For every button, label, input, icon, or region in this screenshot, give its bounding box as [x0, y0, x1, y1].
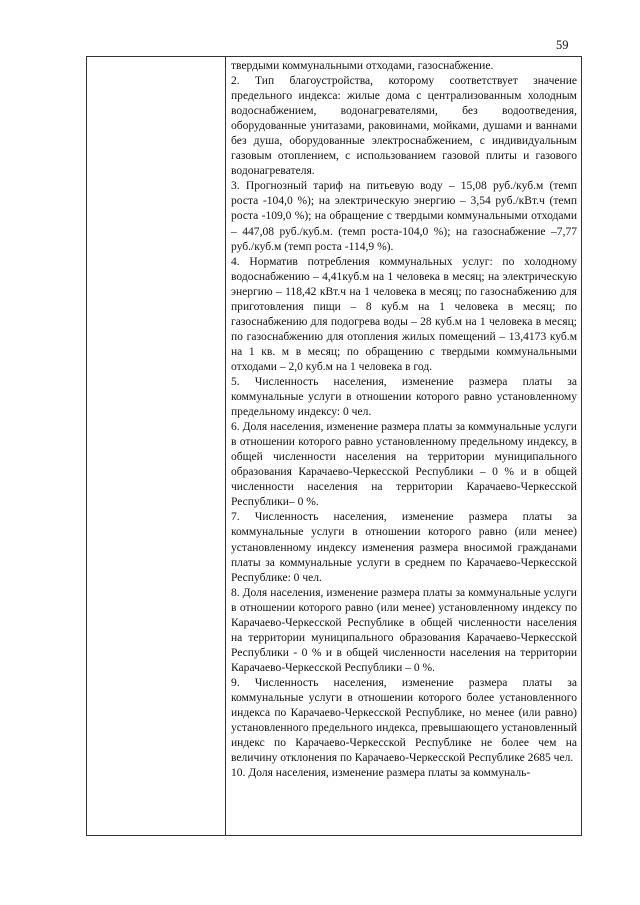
- paragraph-continuation: твердыми коммунальными отходами, газоснабжение.: [231, 60, 494, 72]
- paragraph-6-population-share: 6. Доля населения, изменение размера платы за коммунальные услуги в отношении которого равно установленному предельному индексу, в общей численности населения на территории муниципального образования Карачаево-Черкесской Республики – 0 % и в общей численности населения на территории Карачаево-Черкесской Республики– 0 %.: [231, 421, 577, 509]
- paragraph-10-population-share: 10. Доля населения, изменение размера платы за коммуналь-: [231, 767, 531, 780]
- paragraph-2-improvement-type: 2. Тип благоустройства, которому соответствует значение предельного индекса: жилые дома с централизованным холодным водоснабжением, водонагревателями, без водоотведения, оборудованные унитазами, раковинами, мойками, душами и ваннами без душа, оборудованные электроснабжением, с индивидуальным газовым отоплением, с использованием газовой плиты и газового водонагревателя.: [231, 75, 577, 178]
- table-row: [87, 57, 582, 836]
- right-column-cell: [226, 57, 582, 836]
- paragraph-7-population-count: 7. Численность населения, изменение размера платы за коммунальные услуги в отношении которого равно (или менее) установленному индексу изменения размера вносимой гражданами платы за коммунальные услуги в среднем по Карачаево-Черкесской Республике: 0 чел.: [231, 511, 577, 584]
- left-column-cell: [87, 57, 226, 836]
- paragraph-5-population-count: 5. Численность населения, изменение размера платы за коммунальные услуги в отношении которого равно установленному предельному индексу: 0 чел.: [231, 375, 577, 419]
- document-table: [86, 56, 582, 836]
- paragraph-9-population-count: 9. Численность населения, изменение размера платы за коммунальные услуги в отношении которого более установленного индекса по Карачаево-Черкесской Республике, но менее (или равно) установленного предельного индекса, превышающего установленный индекс по Карачаево-Черкесской Республике не более чем на величину отклонения по Карачаево-Черкесской Республике 2685 чел.: [231, 676, 577, 765]
- paragraph-4-consumption-norm: 4. Норматив потребления коммунальных услуг: по холодному водоснабжению – 4,41куб.м на 1 человека в месяц; на электрическую энергию – 118,42 кВт.ч на 1 человека в месяц; по газоснабжению для приготовления пищи – 8 куб.м на 1 человека в месяц; по газоснабжению для подогрева воды – 28 куб.м на 1 человека в месяц; по газоснабжению для отопления жилых помещений – 13,4173 куб.м на 1 кв. м в месяц; по обращению с твердыми коммунальными отходами – 2,0 куб.м на 1 человека в год.: [231, 255, 577, 373]
- paragraph-8-population-share: 8. Доля населения, изменение размера платы за коммунальные услуги в отношении которого равно (или менее) установленному индексу по Карачаево-Черкесской Республике в общей численности населения на территории муниципального образования Карачаево-Черкесской Республики - 0 % и в общей численности населения на территории Карачаево-Черкесской Республики – 0 %.: [231, 586, 577, 674]
- paragraph-3-forecast-tariff: 3. Прогнозный тариф на питьевую воду – 15,08 руб./куб.м (темп роста -104,0 %); на электрическую энергию – 3,54 руб./кВт.ч (темп роста -109,0 %); на обращение с твердыми коммунальными отходами – 447,08 руб./куб.м. (темп роста-104,0 %); на газоснабжение –7,77 руб./куб.м (темп роста -114,9 %).: [231, 180, 577, 253]
- page-number: 59: [556, 38, 569, 52]
